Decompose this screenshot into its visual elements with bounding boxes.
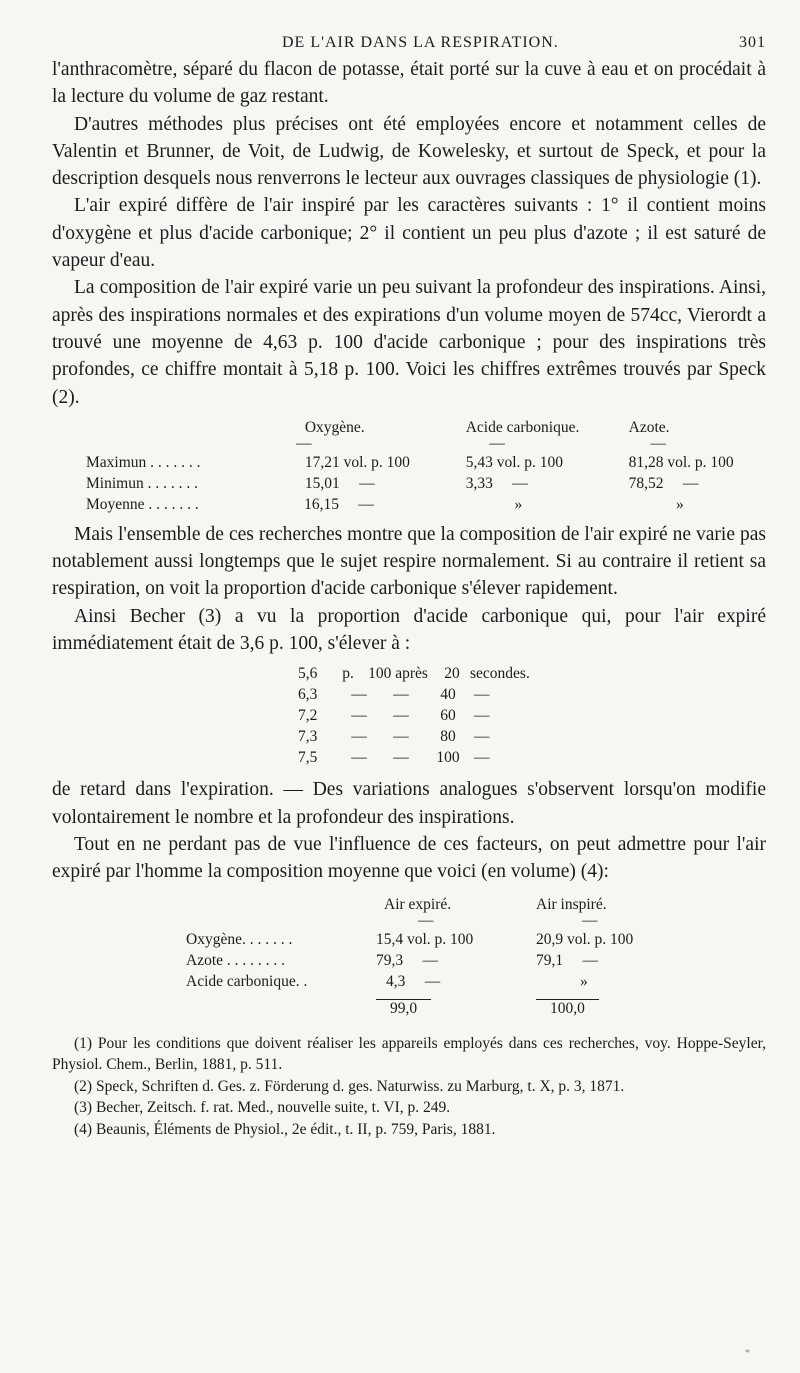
paragraph-8: Tout en ne perdant pas de vue l'influence de ces facteurs, on peut admettre pour l'air expiré par l'homme la composition moyenne que voici (en volume) (4):	[52, 833, 766, 883]
table-row	[52, 971, 766, 992]
col-a: —	[351, 728, 367, 746]
col-a: —	[351, 707, 367, 725]
cell-inspire: 20,9 vol. p. 100	[536, 930, 634, 948]
cell-acide: 5,43 vol. p. 100	[465, 453, 564, 471]
table-row	[52, 705, 766, 726]
footnote-4: (4) Beaunis, Éléments de Physiol., 2e édit., t. II, p. 759, Paris, 1881.	[74, 1120, 496, 1138]
composition-header-rules	[52, 911, 766, 929]
value: 7,2	[298, 707, 318, 725]
header-air-expire: Air expiré.	[384, 895, 452, 913]
speck-header-rules	[52, 434, 766, 452]
header-oxygene: Oxygène.	[304, 418, 365, 436]
header-air-inspire: Air inspiré.	[536, 895, 607, 913]
cell-acide: 3,33 —	[465, 474, 528, 492]
composition-table-header	[52, 894, 766, 915]
seconds: 20	[444, 665, 460, 683]
running-header	[52, 30, 766, 56]
table-row	[52, 950, 766, 971]
rule: —	[582, 911, 598, 929]
page-number: 301	[739, 34, 766, 51]
col-b: —	[393, 728, 409, 746]
footnote-1: (1) Pour les conditions que doivent réaliser les appareils employés dans ces recherches, voy. Hoppe-Seyler, Physiol. Chem., Berlin, 1881, p. 511.	[52, 1034, 766, 1074]
cell-expire: 79,3 —	[376, 951, 438, 969]
cell-acide: »	[514, 495, 523, 513]
paragraph-6: Ainsi Becher (3) a vu la proportion d'acide carbonique qui, pour l'air expiré immédiatement était de 3,6 p. 100, s'élever à :	[52, 605, 766, 655]
table-row	[52, 684, 766, 705]
running-title: DE L'AIR DANS LA RESPIRATION.	[282, 34, 559, 51]
table-row	[52, 494, 766, 515]
seconds: 40	[440, 686, 456, 704]
col-a: p.	[342, 665, 354, 683]
speck-table	[52, 417, 766, 515]
rule: —	[418, 911, 434, 929]
header-acide-carbonique: Acide carbonique.	[465, 418, 580, 436]
cell-oxygene: 16,15 —	[304, 495, 374, 513]
seconds: 80	[440, 728, 456, 746]
col-b: —	[393, 686, 409, 704]
value: 7,3	[298, 728, 318, 746]
value: 5,6	[298, 665, 318, 683]
paragraph-1: l'anthracomètre, séparé du flacon de potasse, était porté sur la cuve à eau et on procédait à la lecture du volume de gaz restant.	[52, 59, 766, 108]
book-page	[52, 30, 766, 1140]
cell-oxygene: 17,21 vol. p. 100	[304, 453, 410, 471]
value: 7,5	[298, 749, 318, 767]
unit: —	[474, 728, 490, 746]
rule: —	[296, 434, 312, 452]
row-label: Maximun . . . . . . .	[86, 453, 201, 471]
table-row	[52, 452, 766, 473]
footnote-3: (3) Becher, Zeitsch. f. rat. Med., nouvelle suite, t. VI, p. 249.	[74, 1099, 451, 1117]
becher-table	[52, 663, 766, 768]
col-b: —	[393, 707, 409, 725]
cell-azote: 81,28 vol. p. 100	[628, 453, 734, 471]
cell-expire: 15,4 vol. p. 100	[376, 930, 474, 948]
paragraph-4: La composition de l'air expiré varie un peu suivant la profondeur des inspirations. Ainsi, après des inspirations normales et des expirations d'un volume moyen de 574cc, Vierordt a trouvé une moyenne de 4,63 p. 100 d'acide carbonique ; pour des inspirations très profondes, ce chiffre montait à 5,18 p. 100. Voici les chiffres extrêmes trouvés par Speck (2).	[52, 277, 766, 408]
row-label: Azote . . . . . . . .	[186, 951, 286, 969]
col-a: —	[351, 749, 367, 767]
total-inspire: 100,0	[536, 999, 599, 1017]
table-row	[52, 747, 766, 768]
unit: —	[474, 686, 490, 704]
table-row	[52, 929, 766, 950]
value: 6,3	[298, 686, 318, 704]
col-b: —	[393, 749, 409, 767]
paragraph-2: D'autres méthodes plus précises ont été employées encore et notamment celles de Valentin et Brunner, de Voit, de Ludwig, de Kowelesky, et surtout de Speck, et pour la description desquels nous renverrons le lecteur aux ouvrages classiques de physiologie (1).	[52, 113, 766, 190]
cell-inspire: 79,1 —	[536, 951, 598, 969]
table-row	[52, 473, 766, 494]
unit: secondes.	[470, 665, 530, 683]
table-row	[52, 726, 766, 747]
rule: —	[489, 434, 505, 452]
footnote-2: (2) Speck, Schriften d. Ges. z. Förderung d. ges. Naturwiss. zu Marburg, t. X, p. 3, 1871.	[74, 1077, 625, 1095]
totals-row	[52, 998, 766, 1019]
unit: —	[474, 707, 490, 725]
paragraph-7: de retard dans l'expiration. — Des variations analogues s'observent lorsqu'on modifie volontairement le nombre et la profondeur des inspirations.	[52, 779, 766, 828]
row-label: Acide carbonique. .	[186, 972, 308, 990]
row-label: Oxygène. . . . . . .	[186, 930, 293, 948]
rule: —	[650, 434, 666, 452]
col-a: —	[351, 686, 367, 704]
star-mark: *	[745, 1348, 750, 1359]
row-label: Moyenne . . . . . . .	[86, 495, 199, 513]
total-expire: 99,0	[376, 999, 431, 1017]
cell-expire: 4,3 —	[386, 972, 441, 990]
unit: —	[474, 749, 490, 767]
cell-oxygene: 15,01 —	[304, 474, 375, 492]
table-row	[52, 663, 766, 684]
footnotes	[52, 1033, 766, 1141]
cell-azote: »	[676, 495, 684, 513]
seconds: 60	[440, 707, 456, 725]
composition-table	[52, 894, 766, 1019]
paragraph-5: Mais l'ensemble de ces recherches montre que la composition de l'air expiré ne varie pas notablement aussi longtemps que le sujet respire normalement. Si au contraire il retient sa respiration, on voit la proportion d'acide carbonique s'élever rapidement.	[52, 523, 766, 600]
cell-inspire: »	[580, 972, 588, 990]
seconds: 100	[436, 749, 460, 767]
cell-azote: 78,52 —	[628, 474, 699, 492]
paragraph-3: L'air expiré diffère de l'air inspiré par les caractères suivants : 1° il contient moins d'oxygène et plus d'acide carbonique; 2° il contient un peu plus d'azote ; il est saturé de vapeur d'eau.	[52, 195, 766, 272]
header-azote: Azote.	[628, 418, 670, 436]
row-label: Minimun . . . . . . .	[86, 474, 198, 492]
col-b: 100 après	[368, 665, 428, 683]
